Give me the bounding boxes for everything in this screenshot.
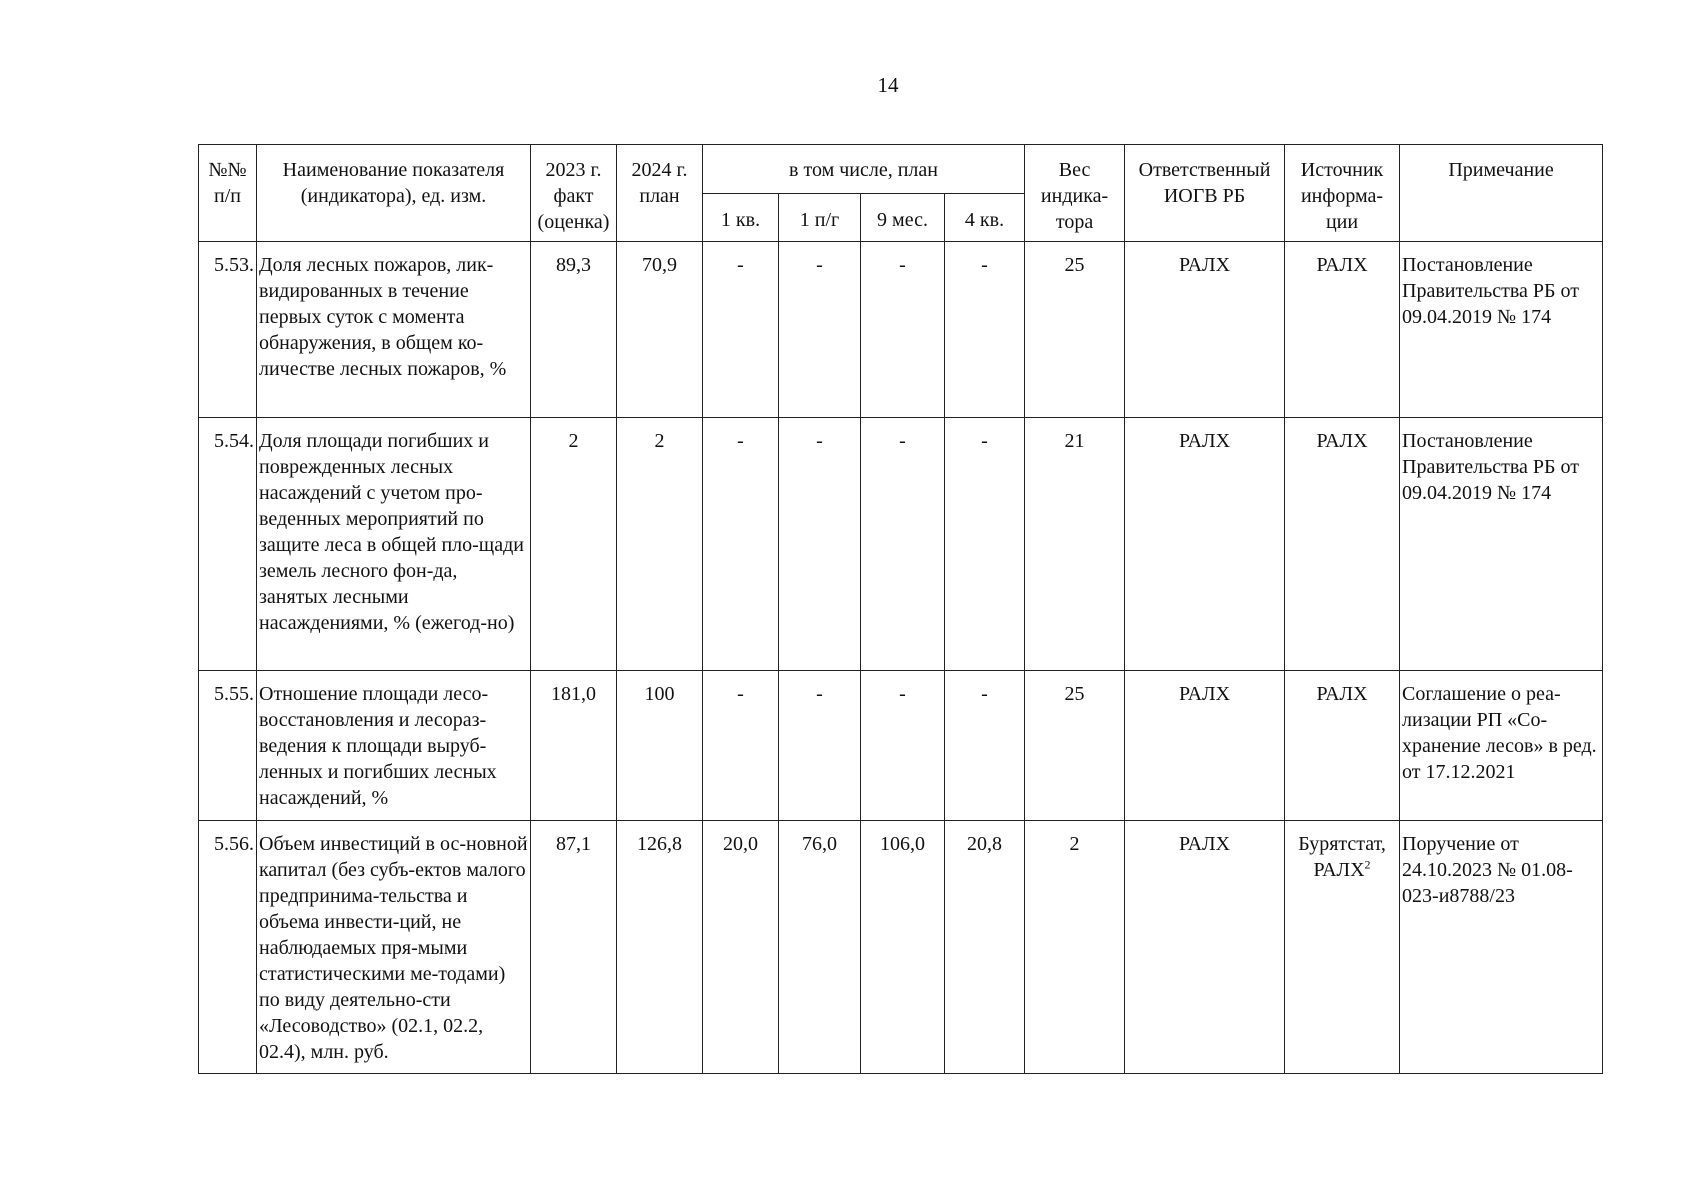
- cell-q1: -: [703, 242, 779, 418]
- table-row: [199, 821, 1603, 1074]
- cell-weight: 21: [1025, 418, 1125, 671]
- cell-source: [1285, 821, 1400, 1074]
- cell-plan2024: 100: [617, 671, 703, 821]
- cell-m9: -: [861, 242, 945, 418]
- header-m9: 9 мес.: [861, 193, 945, 242]
- table-row: [199, 242, 1603, 418]
- cell-m9: -: [861, 671, 945, 821]
- table-row: [199, 671, 1603, 821]
- cell-source-text: РАЛХ: [1316, 683, 1368, 705]
- cell-name: Доля лесных пожаров, лик-видированных в течение первых суток с момента обнаружения, в общем ко-личестве лесных пожаров, %: [257, 242, 531, 418]
- cell-q4: -: [945, 242, 1025, 418]
- cell-num: 5.54.: [199, 418, 257, 671]
- cell-plan2024: 126,8: [617, 821, 703, 1074]
- header-responsible: Ответственный ИОГВ РБ: [1125, 145, 1285, 242]
- page-number: 14: [877, 73, 899, 97]
- header-note: Примечание: [1400, 145, 1603, 242]
- cell-responsible: РАЛХ: [1125, 418, 1285, 671]
- cell-num: 5.55.: [199, 671, 257, 821]
- cell-responsible: РАЛХ: [1125, 821, 1285, 1074]
- cell-q4: 20,8: [945, 821, 1025, 1074]
- cell-note: Поручение от 24.10.2023 № 01.08-023-и8788/23: [1400, 821, 1603, 1074]
- header-plan2024: 2024 г. план: [617, 145, 703, 242]
- cell-q1: -: [703, 418, 779, 671]
- cell-m9: -: [861, 418, 945, 671]
- cell-num: 5.56.: [199, 821, 257, 1074]
- cell-num: 5.53.: [199, 242, 257, 418]
- cell-responsible: РАЛХ: [1125, 242, 1285, 418]
- cell-q4: -: [945, 671, 1025, 821]
- footnote-mark: 2: [1364, 857, 1371, 872]
- cell-source: [1285, 418, 1400, 671]
- header-h1: 1 п/г: [779, 193, 861, 242]
- cell-fact2023: 2: [531, 418, 617, 671]
- cell-source-text: Бурятстат, РАЛХ: [1298, 833, 1386, 881]
- cell-m9: 106,0: [861, 821, 945, 1074]
- cell-plan2024: 70,9: [617, 242, 703, 418]
- cell-fact2023: 89,3: [531, 242, 617, 418]
- table-row: [199, 418, 1603, 671]
- cell-h1: 76,0: [779, 821, 861, 1074]
- indicators-table: [198, 144, 1603, 1074]
- cell-name: Доля площади погибших и поврежденных лесных насаждений с учетом про-веденных мероприятий по защите леса в общей пло-щади земель лесного фон-да, занятых лесными насаждениями, % (ежегод-но): [257, 418, 531, 671]
- cell-name: Объем инвестиций в ос-новной капитал (без субъ-ектов малого предпринима-тельства и объема инвести-ций, не наблюдаемых пря-мыми статистическими ме-тодами) по виду деятельно-сти «Лесоводство» (02.1, 02.2, 02.4), млн. руб.: [257, 821, 531, 1074]
- cell-weight: 2: [1025, 821, 1125, 1074]
- header-q4: 4 кв.: [945, 193, 1025, 242]
- header-source: Источник информа-ции: [1285, 145, 1400, 242]
- cell-source: [1285, 242, 1400, 418]
- cell-weight: 25: [1025, 671, 1125, 821]
- cell-note: Соглашение о реа-лизации РП «Со-хранение лесов» в ред. от 17.12.2021: [1400, 671, 1603, 821]
- cell-name: Отношение площади лесо-восстановления и лесораз-ведения к площади выруб-ленных и погибших лесных насаждений, %: [257, 671, 531, 821]
- header-fact2023: 2023 г. факт (оценка): [531, 145, 617, 242]
- header-name: Наименование показателя (индикатора), ед. изм.: [257, 145, 531, 242]
- header-plan-group: в том числе, план: [703, 145, 1025, 194]
- cell-q1: -: [703, 671, 779, 821]
- cell-note: Постановление Правительства РБ от 09.04.2019 № 174: [1400, 242, 1603, 418]
- cell-note: Постановление Правительства РБ от 09.04.2019 № 174: [1400, 418, 1603, 671]
- header-num: №№ п/п: [199, 145, 257, 242]
- cell-responsible: РАЛХ: [1125, 671, 1285, 821]
- cell-fact2023: 181,0: [531, 671, 617, 821]
- cell-source: [1285, 671, 1400, 821]
- cell-q1: 20,0: [703, 821, 779, 1074]
- cell-source-text: РАЛХ: [1316, 254, 1368, 276]
- cell-fact2023: 87,1: [531, 821, 617, 1074]
- cell-weight: 25: [1025, 242, 1125, 418]
- cell-q4: -: [945, 418, 1025, 671]
- header-row: [199, 145, 1603, 194]
- cell-h1: -: [779, 418, 861, 671]
- header-weight: Вес индика-тора: [1025, 145, 1125, 242]
- cell-source-text: РАЛХ: [1316, 430, 1368, 452]
- cell-plan2024: 2: [617, 418, 703, 671]
- cell-h1: -: [779, 242, 861, 418]
- cell-h1: -: [779, 671, 861, 821]
- header-q1: 1 кв.: [703, 193, 779, 242]
